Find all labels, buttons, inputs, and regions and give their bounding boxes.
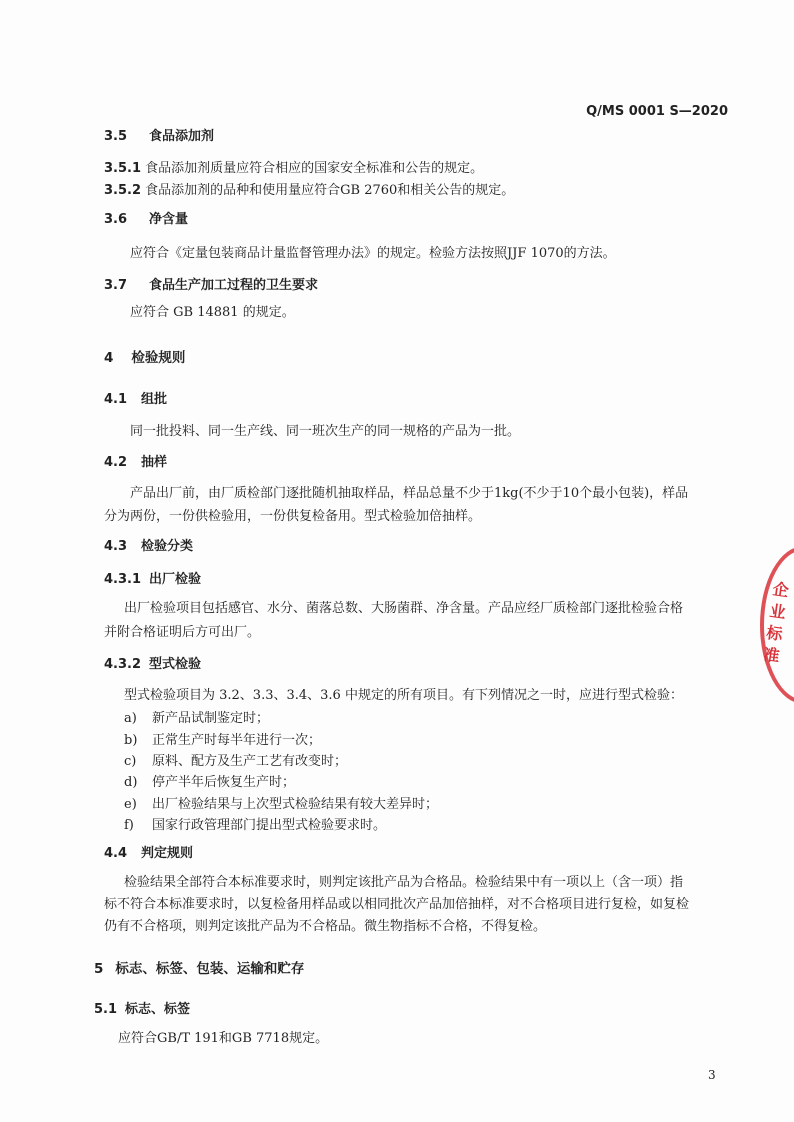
section-3-7-text: 应符合 GB 14881 的规定。 xyxy=(130,305,295,320)
list-text: 停产半年后恢复生产时； xyxy=(152,775,296,790)
section-title: 食品生产加工过程的卫生要求 xyxy=(149,278,319,293)
page-number: 3 xyxy=(708,1068,716,1082)
document-code: Q/MS 0001 S—2020 xyxy=(586,104,728,119)
list-item xyxy=(124,750,347,769)
section-title: 检验分类 xyxy=(141,539,194,554)
list-label: e) xyxy=(124,797,137,812)
section-number: 3.6 xyxy=(104,212,128,227)
section-title: 食品添加剂 xyxy=(149,129,215,144)
chapter-title: 检验规则 xyxy=(131,350,186,366)
section-4-2-line-2: 分为两份，一份供检验用，一份供复检备用。型式检验加倍抽样。 xyxy=(104,509,482,524)
section-4-4-line-1: 检验结果全部符合本标准要求时，则判定该批产品为合格品。检验结果中有一项以上（含一项）指 xyxy=(124,875,684,890)
section-4-4-heading xyxy=(104,842,193,861)
clause-number: 3.5.1 xyxy=(104,161,142,176)
list-text: 国家行政管理部门提出型式检验要求时。 xyxy=(152,818,387,833)
list-text: 出厂检验结果与上次型式检验结果有较大差异时； xyxy=(152,797,439,812)
clause-text: 食品添加剂的品种和使用量应符合GB 2760和相关公告的规定。 xyxy=(145,183,515,198)
list-label: b) xyxy=(124,733,138,748)
list-item xyxy=(124,793,438,812)
list-label: c) xyxy=(124,754,137,769)
list-label: f) xyxy=(124,818,134,833)
section-3-7-heading xyxy=(104,274,318,293)
section-number: 3.5 xyxy=(104,129,128,144)
section-3-6-text: 应符合《定量包装商品计量监督管理办法》的规定。检验方法按照JJF 1070的方法。 xyxy=(130,246,616,261)
section-number: 4.3.2 xyxy=(104,657,142,672)
list-label: d) xyxy=(124,775,138,790)
section-4-2-heading xyxy=(104,451,167,470)
section-title: 抽样 xyxy=(141,455,168,470)
list-item xyxy=(124,771,295,790)
chapter-4-heading xyxy=(104,346,185,366)
clause-number: 3.5.2 xyxy=(104,183,142,198)
section-title: 组批 xyxy=(141,392,168,407)
section-number: 4.2 xyxy=(104,455,128,470)
section-4-2-line-1: 产品出厂前，由厂质检部门逐批随机抽取样品，样品总量不少于1kg(不少于10个最小包装)，样品 xyxy=(130,486,689,501)
section-number: 5.1 xyxy=(94,1002,118,1017)
section-4-3-1-line-2: 并附合格证明后方可出厂。 xyxy=(104,625,261,640)
clause-3-5-2 xyxy=(104,179,514,203)
list-item xyxy=(124,814,386,833)
list-text: 新产品试制鉴定时； xyxy=(152,711,270,726)
section-4-4-line-3: 仍有不合格项，则判定该批产品为不合格品。微生物指标不合格，不得复检。 xyxy=(104,919,547,934)
section-title: 出厂检验 xyxy=(149,572,202,587)
list-item xyxy=(124,707,269,726)
section-4-4-line-2: 标不符合本标准要求时，以复检备用样品或以相同批次产品加倍抽样，对不合格项目进行复检，如复检 xyxy=(104,897,690,912)
clause-text: 食品添加剂质量应符合相应的国家安全标准和公告的规定。 xyxy=(145,161,484,176)
section-title: 型式检验 xyxy=(149,657,202,672)
section-5-1-heading xyxy=(94,998,190,1017)
chapter-5-heading xyxy=(94,957,304,977)
section-4-1-text: 同一批投料、同一生产线、同一班次生产的同一规格的产品为一批。 xyxy=(130,424,521,439)
section-number: 3.7 xyxy=(104,278,128,293)
list-text: 原料、配方及生产工艺有改变时； xyxy=(152,754,348,769)
chapter-number: 4 xyxy=(104,350,114,366)
section-3-5-heading xyxy=(104,125,214,144)
section-number: 4.1 xyxy=(104,392,128,407)
clause-3-5-1 xyxy=(104,157,483,181)
section-5-1-text: 应符合GB/T 191和GB 7718规定。 xyxy=(118,1031,329,1046)
section-4-3-1-heading xyxy=(104,568,201,587)
section-4-3-2-heading xyxy=(104,653,201,672)
list-item xyxy=(124,729,321,748)
section-title: 标志、标签 xyxy=(125,1002,191,1017)
section-4-1-heading xyxy=(104,388,167,407)
section-number: 4.3.1 xyxy=(104,572,142,587)
section-3-6-heading xyxy=(104,208,188,227)
section-4-3-heading xyxy=(104,535,193,554)
list-label: a) xyxy=(124,711,137,726)
section-title: 判定规则 xyxy=(141,846,194,861)
section-number: 4.4 xyxy=(104,846,128,861)
section-number: 4.3 xyxy=(104,539,128,554)
list-text: 正常生产时每半年进行一次； xyxy=(152,733,322,748)
section-4-3-1-line-1: 出厂检验项目包括感官、水分、菌落总数、大肠菌群、净含量。产品应经厂质检部门逐批检验合格 xyxy=(124,601,684,616)
chapter-number: 5 xyxy=(94,961,104,977)
company-seal-text: 企业标准 xyxy=(762,579,790,666)
section-title: 净含量 xyxy=(149,212,189,227)
section-4-3-2-intro: 型式检验项目为 3.2、3.3、3.4、3.6 中规定的所有项目。有下列情况之一时，应进行型式检验： xyxy=(124,688,683,703)
chapter-title: 标志、标签、包装、运输和贮存 xyxy=(115,961,305,977)
